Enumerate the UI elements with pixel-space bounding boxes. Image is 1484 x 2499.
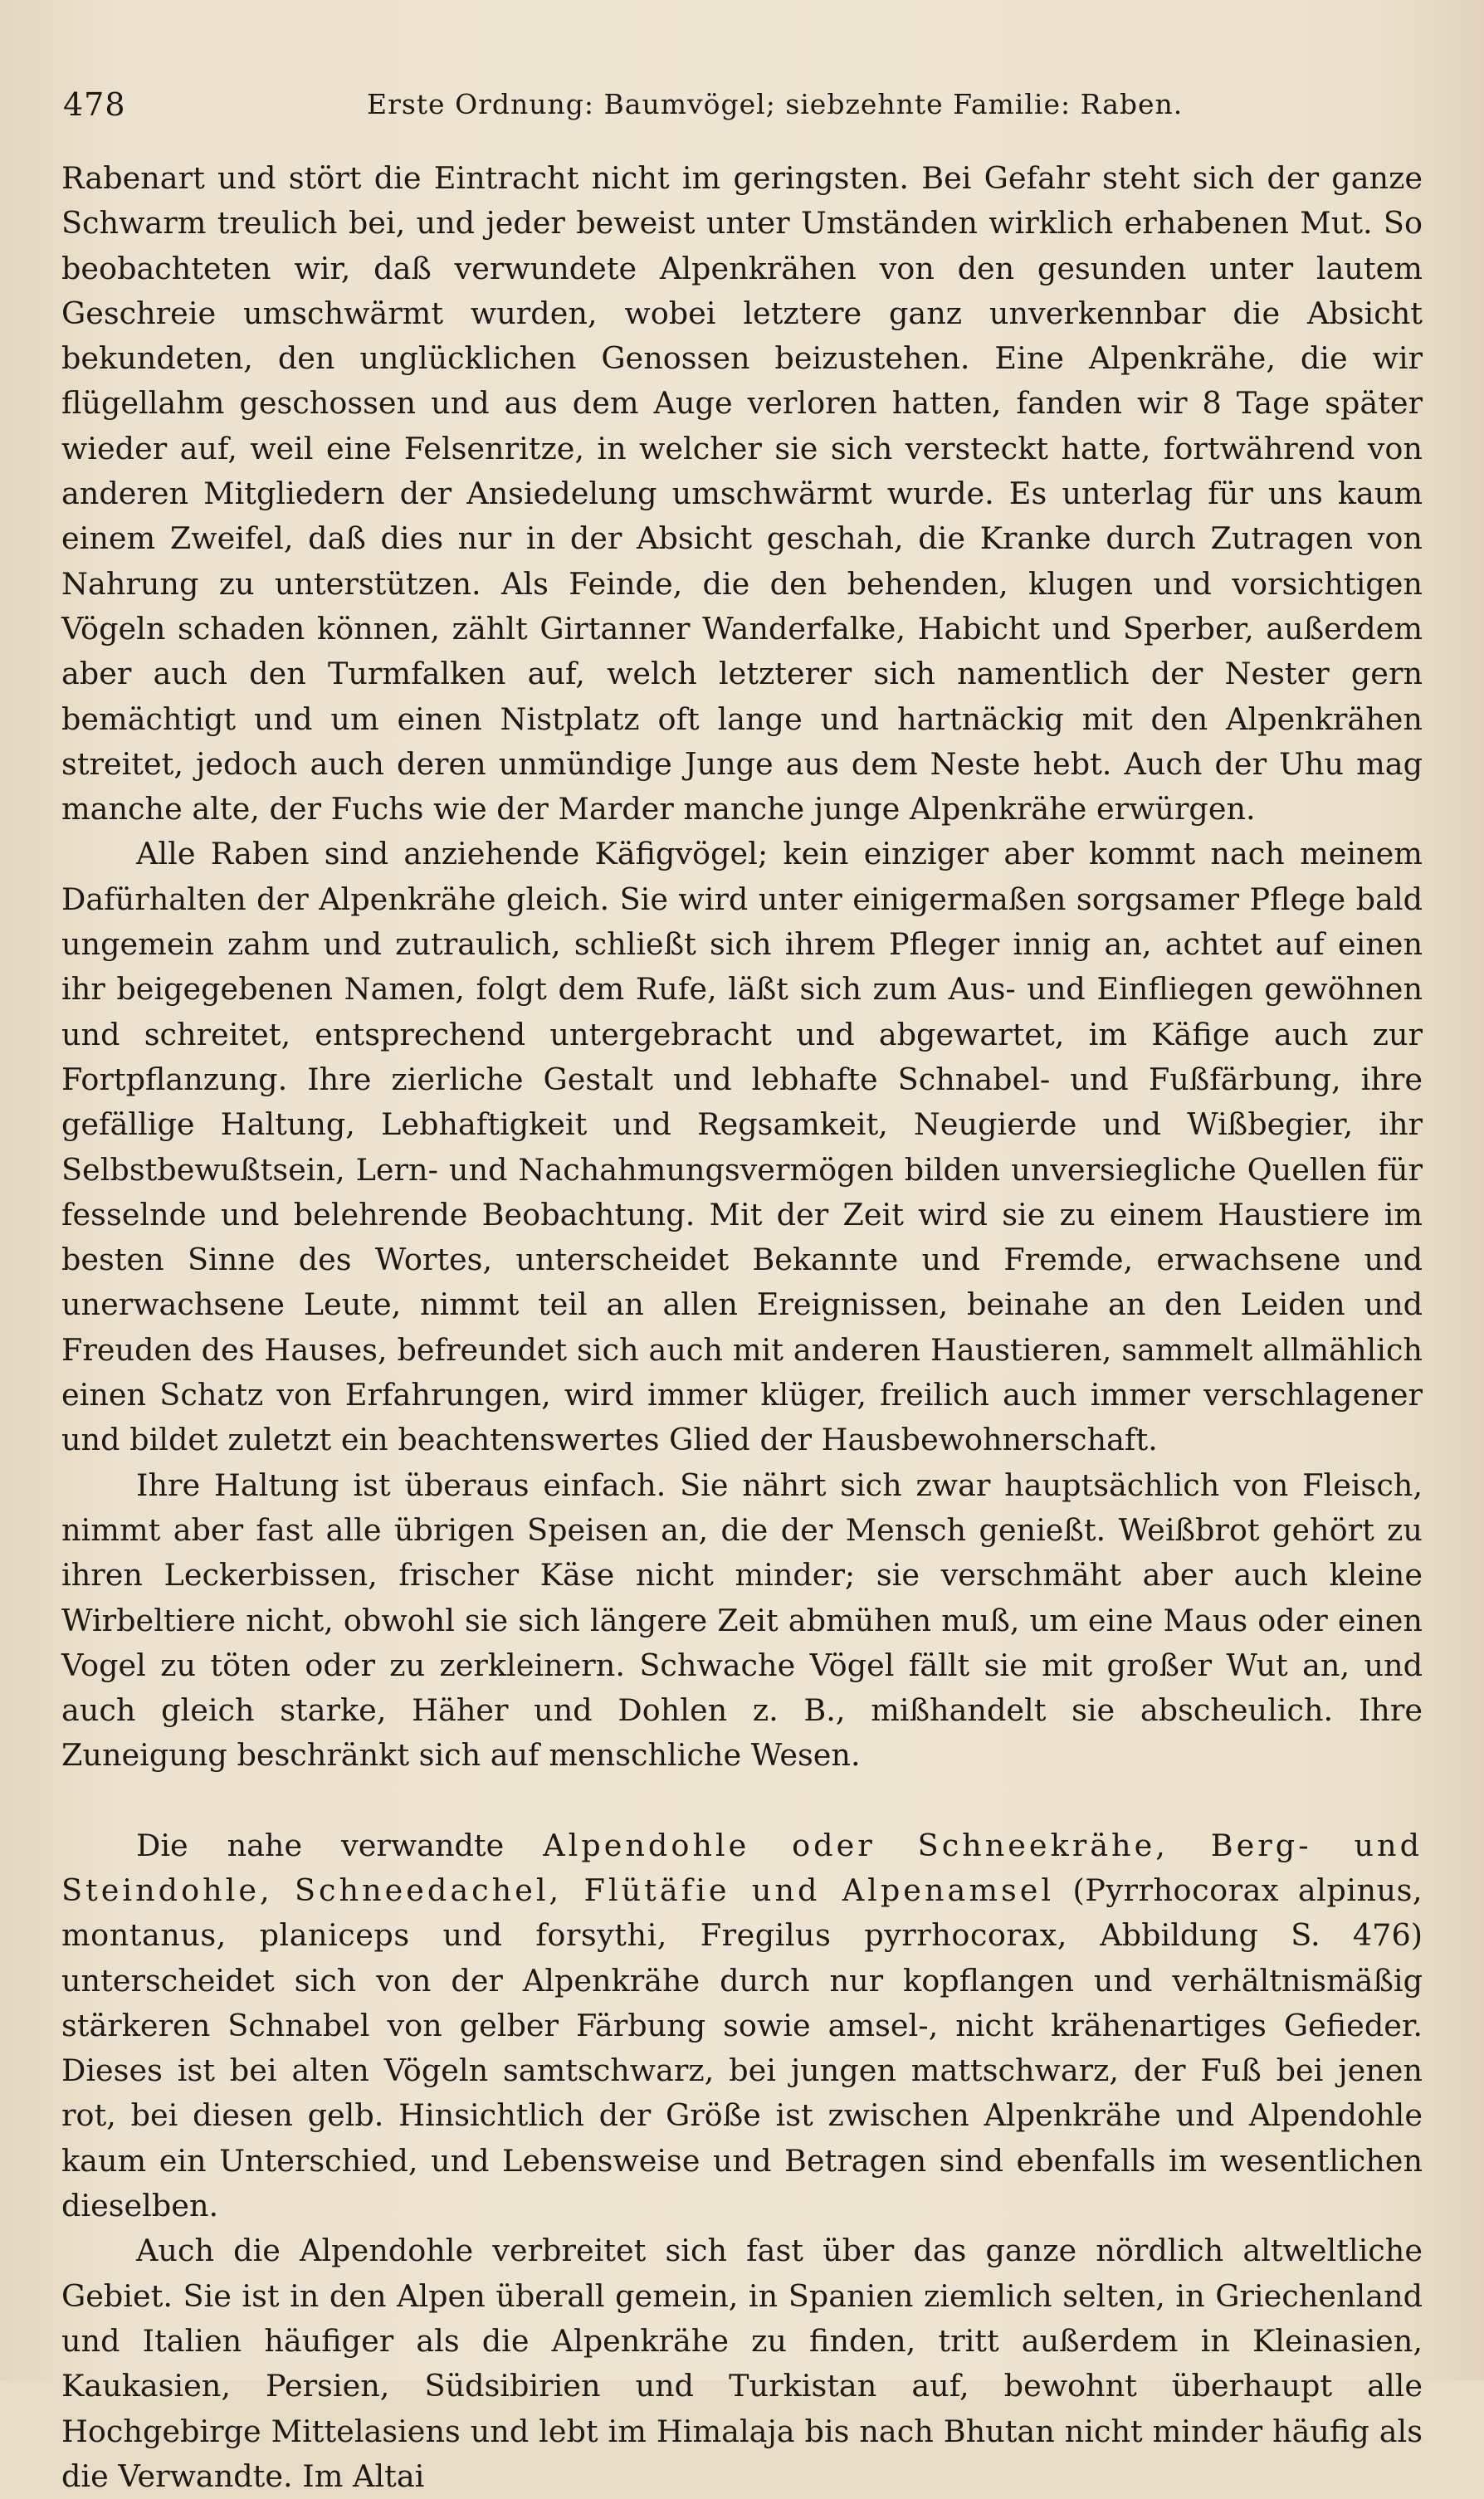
body-text — [61, 156, 1423, 2499]
running-head: Erste Ordnung: Baumvögel; siebzehnte Familie: Raben. — [367, 88, 1184, 120]
paragraph-3: Ihre Haltung ist überaus einfach. Sie nährt sich zwar hauptsächlich von Fleisch, nimmt aber fast alle übrigen Speisen an, die der Mensch genießt. Weißbrot gehört zu ihren Leckerbissen, frischer Käse nicht minder; sie verschmäht aber auch kleine Wirbeltiere nicht, obwohl sie sich längere Zeit abmühen muß, um eine Maus oder einen Vogel zu töten oder zu zerkleinern. Schwache Vögel fällt sie mit großer Wut an, und auch gleich starke, Häher und Dohlen z. B., mißhandelt sie abscheulich. Ihre Zuneigung beschränkt sich auf menschliche Wesen. — [61, 1467, 1423, 1774]
page-number: 478 — [63, 86, 126, 123]
paragraph-distribution: Auch die Alpendohle verbreitet sich fast über das ganze nördlich altweltliche Gebiet. Sie ist in den Alpen überall gemein, in Spanien ziemlich selten, in Griechenland und Italien häufiger als die Alpenkrähe zu finden, tritt außerdem in Kleinasien, Kaukasien, Persien, Südsibirien und Turkistan auf, bewohnt überhaupt alle Hochgebirge Mittelasiens und lebt im Himalaja bis nach Bhutan nicht minder häufig als die Verwandte. Im Altai — [61, 2233, 1423, 2494]
paragraph-alpendohle-intro: Die nahe verwandte — [136, 1827, 505, 1863]
latin-names: (Pyrrhocorax alpinus, montanus, planiceps und forsythi, Fregilus pyrrhocorax, — [61, 1872, 1423, 1954]
page-header — [63, 86, 1424, 136]
paragraph-alpendohle — [61, 1823, 1423, 2229]
species-names: Alpendohle oder Schneekrähe, Berg- und Steindohle, Schneedachel, Flütäfie und Alpenamsel — [61, 1827, 1423, 1908]
paragraph-2: Alle Raben sind anziehende Käfigvögel; kein einziger aber kommt nach meinem Dafürhalten der Alpenkrähe gleich. Sie wird unter einigermaßen sorgsamer Pflege bald ungemein zahm und zutraulich, schließt sich ihrem Pfleger innig an, achtet auf einen ihr beigegebenen Namen, folgt dem Rufe, läßt sich zum Aus- und Einfliegen gewöhnen und schreitet, entsprechend untergebracht und abgewartet, im Käfige auch zur Fortpflanzung. Ihre zierliche Gestalt und lebhafte Schnabel- und Fußfärbung, ihre gefällige Haltung, Lebhaftigkeit und Regsamkeit, Neugierde und Wißbegier, ihr Selbstbewußtsein, Lern- und Nachahmungsvermögen bilden unversiegliche Quellen für fesselnde und belehrende Beobachtung. Mit der Zeit wird sie zu einem Haustiere im besten Sinne des Wortes, unterscheidet Bekannte und Fremde, erwachsene und unerwachsene Leute, nimmt teil an allen Ereignissen, beinahe an den Leiden und Freuden des Hauses, befreundet sich auch mit anderen Haustieren, sammelt allmählich einen Schatz von Erfahrungen, wird immer klüger, freilich auch immer verschlagener und bildet zuletzt ein beachtenswertes Glied der Hausbewohnerschaft. — [61, 836, 1423, 1458]
paragraph-alpendohle-rest: Abbildung S. 476) unterscheidet sich von der Alpenkrähe durch nur kopflangen und verhältnismäßig stärkeren Schnabel von gelber Färbung sowie amsel-, nicht krähenartiges Gefieder. Dieses ist bei alten Vögeln samtschwarz, bei jungen mattschwarz, der Fuß bei jenen rot, bei diesen gelb. Hinsichtlich der Größe ist zwischen Alpenkrähe und Alpendohle kaum ein Unterschied, und Lebensweise und Betragen sind ebenfalls im wesentlichen dieselben. — [61, 1917, 1423, 2224]
paragraph-1: Rabenart und stört die Eintracht nicht im geringsten. Bei Gefahr steht sich der ganze Schwarm treulich bei, und jeder beweist unter Umständen wirklich erhabenen Mut. So beobachteten wir, daß verwundete Alpenkrähen von den gesunden unter lautem Geschreie umschwärmt wurden, wobei letztere ganz unverkennbar die Absicht bekundeten, den unglücklichen Genossen beizustehen. Eine Alpenkrähe, die wir flügellahm geschossen und aus dem Auge verloren hatten, fanden wir 8 Tage später wieder auf, weil eine Felsenritze, in welcher sie sich versteckt hatte, fortwährend von anderen Mitgliedern der Ansiedelung umschwärmt wurde. Es unterlag für uns kaum einem Zweifel, daß dies nur in der Absicht geschah, die Kranke durch Zutragen von Nahrung zu unterstützen. Als Feinde, die den behenden, klugen und vorsichtigen Vögeln schaden können, zählt Girtanner Wanderfalke, Habicht und Sperber, außerdem aber auch den Turmfalken auf, welch letzterer sich namentlich der Nester gern bemächtigt und um einen Nistplatz oft lange und hartnäckig mit den Alpenkrähen streitet, jedoch auch deren unmündige Junge aus dem Neste hebt. Auch der Uhu mag manche alte, der Fuchs wie der Marder manche junge Alpenkrähe erwürgen. — [61, 160, 1423, 827]
